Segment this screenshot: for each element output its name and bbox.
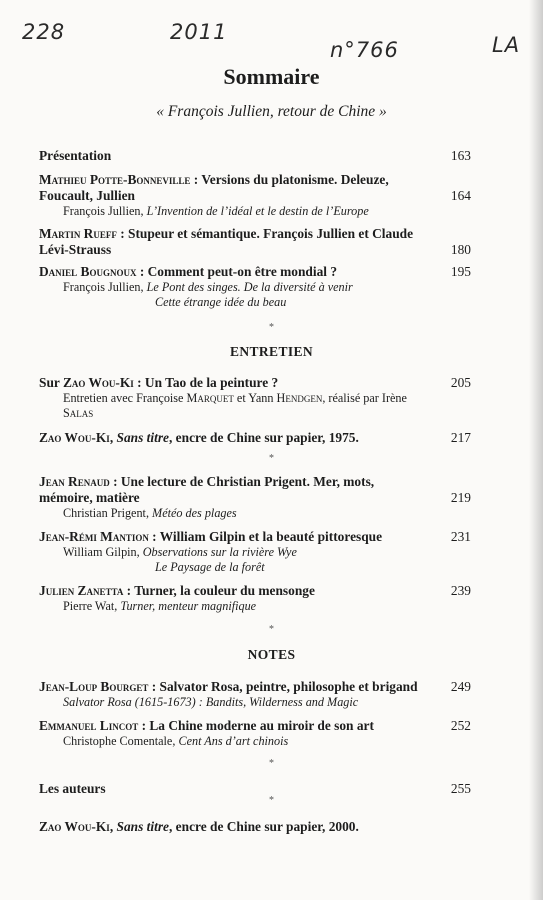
page-title: Sommaire [223,64,320,89]
handwritten-reference: n°766 [330,38,399,62]
page-number: 231 [450,529,471,544]
entry-reference: Entretien avec Françoise Marquet et Yann Hendgen, réalisé par Irène Salas [63,391,407,420]
entry-author: Martin Rueff [39,226,117,241]
separator-star: * [269,322,274,333]
separator-star: * [269,453,274,464]
separator-star: * [269,795,274,806]
entry-reference: Christian Prigent, Météo des plages [63,506,237,520]
toc-entry [39,148,471,164]
section-heading-entretien: ENTRETIEN [229,344,314,359]
separator-star: * [269,758,274,769]
entry-author: Jean-Rémi Mantion [39,529,149,544]
page-subtitle: « François Jullien, retour de Chine » [156,103,387,120]
entry-title: : Turner, la couleur du mensonge [123,583,315,598]
toc-entry: Zao Wou-Ki, Sans titre, encre de Chine sur papier, 1975. 217 [39,430,471,445]
entry-title: : William Gilpin et la beauté pittoresque [148,529,383,544]
toc-entry [39,172,471,219]
entry-reference: Le Paysage de la forêt [155,560,265,574]
entry-reference: Christophe Comentale, Cent Ans d’art chinois [63,734,289,748]
toc-entry [39,226,471,258]
page-number: 195 [450,264,471,279]
entry-title: : Une lecture de Christian Prigent. Mer, mots, mémoire, matière [39,474,375,505]
toc-entry [39,718,471,749]
separator-star: * [269,624,274,635]
toc-entry [39,583,471,614]
toc-entry [39,474,471,521]
page-number: 219 [450,490,471,505]
entry-author: Jean-Loup Bourget [39,679,149,694]
entry-reference: Salvator Rosa (1615-1673) : Bandits, Wilderness and Magic [63,695,359,709]
page-number: 255 [450,781,471,796]
entry-title: : Comment peut-on être mondial ? [136,264,338,279]
handwritten-year: 2011 [170,20,228,44]
entry-title: : Un Tao de la peinture ? [133,375,279,390]
entry-reference: Pierre Wat, Turner, menteur magnifique [63,599,257,613]
entry-reference: Cette étrange idée du beau [155,295,287,309]
page-number: 239 [450,583,471,598]
entry-reference: François Jullien, L’Invention de l’idéal et le destin de l’Europe [63,204,369,218]
page-number: 205 [450,375,471,390]
page-number: 249 [450,679,471,694]
entry-author: Zao Wou-Ki [39,430,110,445]
entry-author: Zao Wou-Ki [62,375,134,390]
page-number: 217 [450,430,471,445]
entry-title: : Salvator Rosa, peintre, philosophe et brigand [148,679,418,694]
entry-title: : La Chine moderne au miroir de son art [138,718,374,733]
toc-entry [39,264,471,310]
entry-author: Emmanuel Lincot [39,718,139,733]
entry-title: Les auteurs [39,781,106,796]
entry-author: Mathieu Potte-Bonneville [39,172,191,187]
entry-author: Jean Renaud [39,474,110,489]
entry-author: Zao Wou-Ki [39,819,110,834]
toc-entry: Sur Zao Wou-Ki : Un Tao de la peinture ? 205 Entretien avec Françoise Marquet et Yann Hendgen, réalisé par Irène Salas [39,375,471,420]
toc-entry [39,529,471,575]
entry-work: Sans titre [116,819,169,834]
page-number: 164 [450,188,471,203]
page-number: 252 [450,718,471,733]
entry-reference: William Gilpin, Observations sur la rivière Wye [63,545,297,559]
entry-work: Sans titre [116,430,169,445]
entry-title: Présentation [39,148,112,163]
entry-author: Daniel Bougnoux [39,264,137,279]
entry-title: : Stupeur et sémantique. François Jullien et Claude Lévi-Strauss [39,226,414,257]
section-heading-notes: NOTES [247,647,296,662]
handwritten-initials: LA [492,33,521,57]
page-number: 163 [450,148,471,163]
entry-reference: François Jullien, Le Pont des singes. De la diversité à venir [63,280,353,294]
page-number: 180 [450,242,471,257]
entry-title: : Versions du platonisme. Deleuze, Foucault, Jullien [39,172,389,203]
entry-author: Julien Zanetta [39,583,124,598]
toc-entry: Zao Wou-Ki, Sans titre, encre de Chine sur papier, 2000. [39,819,359,834]
toc-entry [39,679,471,710]
handwritten-number: 228 [22,20,66,44]
